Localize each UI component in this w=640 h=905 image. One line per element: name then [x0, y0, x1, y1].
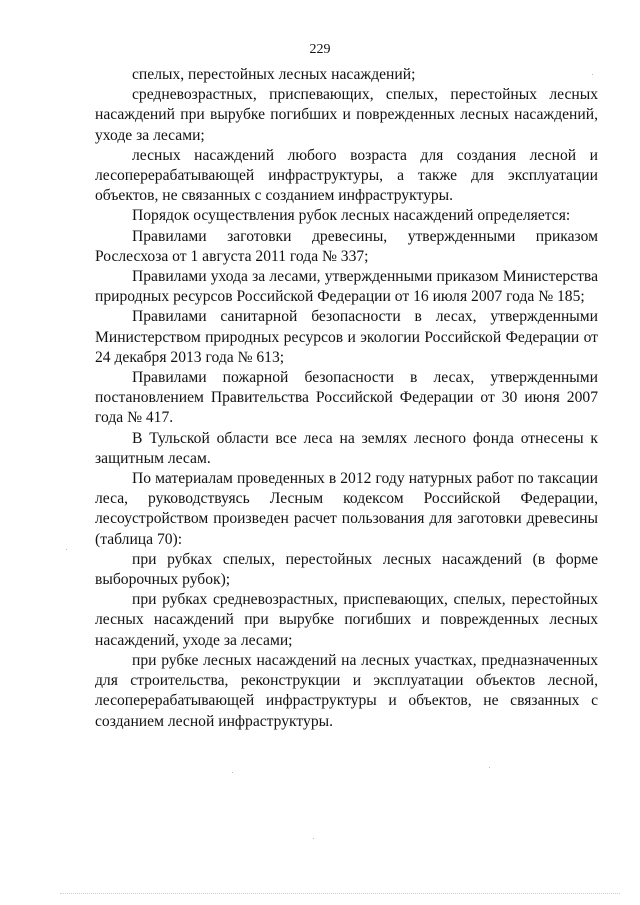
- paragraph: Правилами ухода за лесами, утвержденными приказом Министерства природных ресурсов Российской Федерации от 16 июля 2007 года № 185;: [95, 268, 598, 306]
- paragraph: Правилами санитарной безопасности в лесах, утвержденными Министерством природных ресурсов и экологии Российской Федерации от 24 декабря 2013 года № 613;: [95, 308, 598, 366]
- paragraph: лесных насаждений любого возраста для создания лесной и лесоперерабатывающей инфраструктуры, а также для эксплуатации объектов, не связанных с созданием инфраструктуры.: [95, 146, 598, 205]
- scan-speck: [232, 772, 233, 773]
- scan-speck: [592, 74, 593, 75]
- paragraph: Правилами заготовки древесины, утвержденными приказом Рослесхоза от 1 августа 2011 года № 337;: [95, 227, 598, 265]
- page-number: 229: [309, 42, 331, 57]
- body-text: [95, 65, 598, 732]
- paragraph: при рубках средневозрастных, приспевающих, спелых, перестойных лесных насаждений при вырубке погибших и поврежденных лесных насаждений, уходе за лесами;: [95, 591, 598, 649]
- paragraph: Правилами пожарной безопасности в лесах, утвержденными постановлением Правительства Российской Федерации от 30 июня 2007 года № 417.: [95, 369, 598, 427]
- paragraph: В Тульской области все леса на землях лесного фонда отнесены к защитным лесам.: [95, 429, 598, 467]
- paragraph: при рубке лесных насаждений на лесных участках, предназначенных для строительства, реконструкции и эксплуатации объектов лесной, лесоперерабатывающей инфраструктуры и объектов, не связанных с созданием лесной инфраструктуры.: [95, 651, 598, 730]
- scan-speck: [66, 549, 67, 550]
- scan-speck: [313, 838, 314, 839]
- paragraph: средневозрастных, приспевающих, спелых, перестойных лесных насаждений при вырубке погибших и поврежденных лесных насаждений, уходе за лесами;: [95, 86, 598, 144]
- scan-bottom-edge: [60, 893, 620, 894]
- paragraph: По материалам проведенных в 2012 году натурных работ по таксации леса, руководствуясь Лесным кодексом Российской Федерации, лесоустройством произведен расчет пользования для заготовки древесины (таблица 70):: [95, 470, 598, 548]
- scan-speck: [489, 767, 490, 768]
- paragraph: Порядок осуществления рубок лесных насаждений определяется:: [132, 207, 571, 225]
- paragraph: спелых, перестойных лесных насаждений;: [132, 66, 416, 83]
- paragraph: при рубках спелых, перестойных лесных насаждений (в форме выборочных рубок);: [95, 550, 598, 589]
